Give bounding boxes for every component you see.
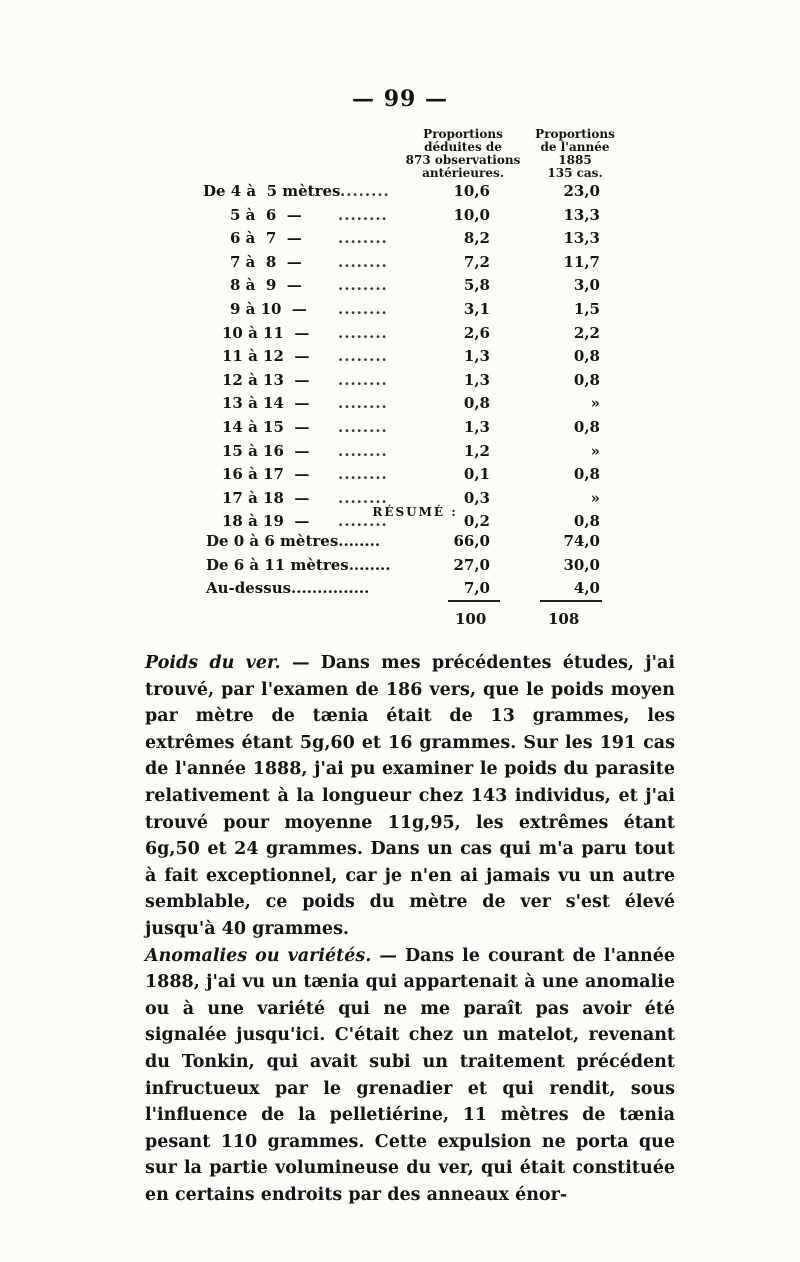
proportion-prior: 1,2 [463, 441, 490, 460]
table-row [0, 229, 800, 253]
table-row [0, 276, 800, 300]
total-rule [540, 600, 602, 602]
length-range: 16 à 17 — [222, 465, 310, 484]
table-row [0, 300, 800, 324]
leader-dots: ........ [338, 465, 388, 484]
leader-dots: ........ [338, 394, 388, 413]
length-range: 7 à 8 — [230, 252, 302, 271]
header-line: Proportions [423, 127, 503, 141]
length-range: 15 à 16 — [222, 441, 310, 460]
proportion-prior: 10,0 [453, 205, 490, 224]
length-range: 11 à 12 — [222, 347, 310, 366]
leader-dots: ........ [338, 441, 388, 460]
length-range: De 4 à 5 mètres [203, 182, 341, 200]
leader-dots: ........ [340, 182, 390, 200]
proportion-prior: 1,3 [463, 347, 490, 366]
proportion-prior: 1,3 [463, 370, 490, 389]
length-range: 18 à 19 — [222, 512, 310, 531]
proportion-1885: 13,3 [563, 205, 600, 224]
paragraph-lead: Anomalies ou variétés. [145, 945, 372, 966]
proportion-prior: 0,3 [463, 488, 490, 507]
length-range: 9 à 10 — [230, 300, 307, 318]
length-range: 10 à 11 — [222, 323, 310, 342]
body-text [145, 650, 675, 1208]
proportion-prior: 2,6 [463, 323, 490, 342]
summary-prior: 27,0 [453, 555, 490, 574]
length-range: 13 à 14 — [222, 394, 310, 413]
proportion-1885: 1,5 [573, 300, 600, 318]
header-line: 1885 [558, 153, 592, 167]
leader-dots: ........ [338, 252, 388, 271]
summary-row [0, 579, 800, 603]
total-1885: 108 [548, 610, 580, 628]
leader-dots: ........ [338, 512, 388, 531]
summary-row [0, 556, 800, 580]
summary-prior: 7,0 [463, 579, 490, 597]
summary-range: De 6 à 11 mètres........ [206, 555, 391, 574]
header-line: antérieures. [422, 166, 504, 180]
table-row [0, 182, 800, 206]
summary-1885: 4,0 [573, 579, 600, 597]
proportion-prior: 5,8 [463, 276, 490, 295]
leader-dots: ........ [338, 418, 388, 436]
paragraph-body: — Dans mes précédentes études, j'ai trouvé, par l'examen de 186 vers, que le poids moyen par mètre de tænia était de 13 grammes, les extrêmes étant 5g,60 et 16 grammes. Sur les 191 cas de l'année 1888, j'ai pu examiner le poids du parasite relativement à la longueur chez 143 individus, et j'ai trouvé pour moyenne 11g,95, les extrêmes étant 6g,50 et 24 grammes. Dans un cas qui m'a paru tout à fait exceptionnel, car je n'en ai jamais vu un autre semblable, ce poids du mètre de ver s'est élevé jusqu'à 40 grammes. [145, 653, 675, 939]
table-row [0, 465, 800, 489]
length-range: 12 à 13 — [222, 370, 310, 389]
page-number: — 99 — [352, 86, 448, 112]
proportion-prior: 1,3 [463, 418, 490, 436]
summary-row [0, 532, 800, 556]
leader-dots: ........ [338, 370, 388, 389]
table-row [0, 394, 800, 418]
table-row [0, 324, 800, 348]
summary-range: Au-dessus............... [206, 579, 370, 597]
summary-1885: 74,0 [563, 532, 600, 550]
proportion-1885: 0,8 [573, 347, 600, 366]
proportion-prior: 10,6 [453, 182, 490, 200]
proportion-1885: 23,0 [563, 182, 600, 200]
proportion-prior: 0,2 [463, 512, 490, 531]
table-row [0, 206, 800, 230]
length-range: 6 à 7 — [230, 229, 302, 248]
proportion-prior: 8,2 [463, 229, 490, 248]
length-range: 5 à 6 — [230, 205, 302, 224]
paragraph-lead: Poids du ver. [145, 653, 281, 673]
length-range: 17 à 18 — [222, 488, 310, 507]
table-row [0, 347, 800, 371]
proportion-1885: » [590, 441, 600, 460]
proportion-prior: 0,8 [463, 394, 490, 413]
length-range: 8 à 9 — [230, 276, 302, 295]
proportion-prior: 3,1 [463, 300, 490, 318]
leader-dots: ........ [338, 205, 388, 224]
header-line: 873 observations [405, 153, 521, 167]
paragraph-anomalies [145, 943, 675, 1209]
paragraph-weight [145, 650, 675, 943]
header-line: déduites de [424, 140, 502, 154]
summary-prior: 66,0 [453, 532, 490, 550]
proportion-1885: 0,8 [573, 370, 600, 389]
table-row [0, 418, 800, 442]
header-line: 135 cas. [547, 166, 603, 180]
summary-range: De 0 à 6 mètres........ [206, 532, 381, 550]
total-prior: 100 [455, 610, 487, 628]
proportion-1885: 2,2 [573, 323, 600, 342]
proportion-1885: » [590, 394, 600, 413]
leader-dots: ........ [338, 347, 388, 366]
leader-dots: ........ [338, 488, 388, 507]
proportion-1885: 0,8 [573, 465, 600, 484]
leader-dots: ........ [338, 323, 388, 342]
paragraph-body: — Dans le courant de l'année 1888, j'ai vu un tænia qui appartenait à une anomalie ou à une variété qui ne me paraît pas avoir été signalée jusqu'ici. C'était chez un matelot, revenant du Tonkin, qui avait subi un traitement précédent infructueux par le grenadier et qui rendit, sous l'influence de la pelletiérine, 11 mètres de tænia pesant 110 grammes. Cette expulsion ne porta que sur la partie volumineuse du ver, qui était constituée en certains endroits par des anneaux énor- [145, 945, 675, 1205]
total-rule [448, 600, 500, 602]
proportion-1885: 0,8 [573, 512, 600, 531]
header-line: Proportions [535, 127, 615, 141]
table-row [0, 253, 800, 277]
proportion-1885: 3,0 [573, 276, 600, 295]
header-line: de l'année [540, 140, 610, 154]
proportion-1885: » [590, 488, 600, 507]
proportion-1885: 11,7 [563, 252, 600, 271]
proportion-prior: 0,1 [463, 465, 490, 484]
summary-title: RÉSUMÉ : [372, 505, 458, 519]
leader-dots: ........ [338, 300, 388, 318]
table-row [0, 442, 800, 466]
length-range: 14 à 15 — [222, 418, 310, 436]
proportion-1885: 13,3 [563, 229, 600, 248]
leader-dots: ........ [338, 229, 388, 248]
proportion-1885: 0,8 [573, 418, 600, 436]
summary-1885: 30,0 [563, 555, 600, 574]
column-header-year-1885 [500, 128, 650, 180]
table-row [0, 371, 800, 395]
proportion-prior: 7,2 [463, 252, 490, 271]
leader-dots: ........ [338, 276, 388, 295]
